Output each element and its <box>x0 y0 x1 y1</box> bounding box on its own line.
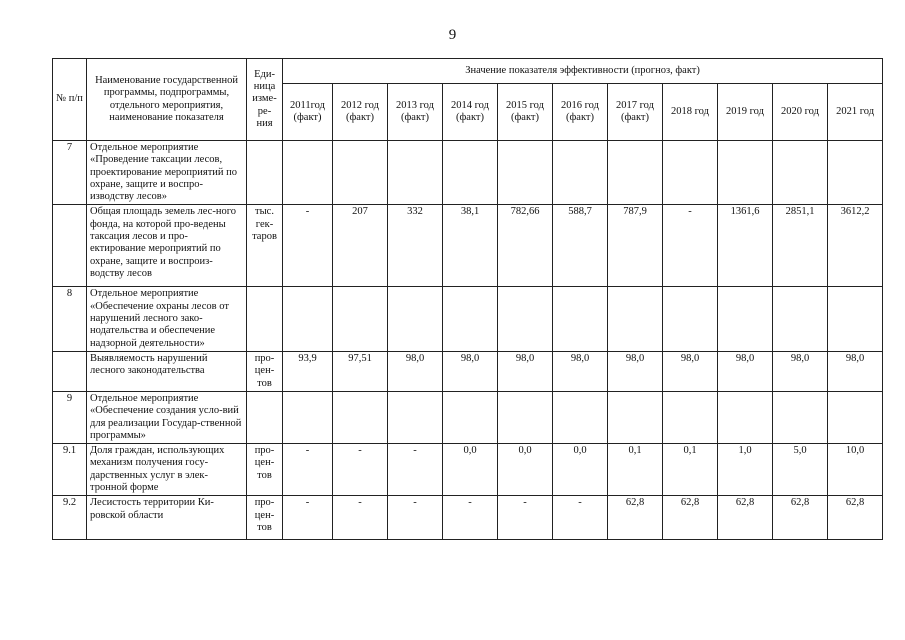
row-value <box>553 287 608 351</box>
table-row <box>53 496 883 540</box>
row-value: 93,9 <box>283 351 333 391</box>
header-year: 2014 год (факт) <box>443 84 498 141</box>
row-unit: про-цен-тов <box>247 444 283 496</box>
row-value <box>553 141 608 205</box>
row-value: - <box>283 444 333 496</box>
row-value: 0,0 <box>498 444 553 496</box>
row-value <box>718 391 773 443</box>
indicators-table <box>52 58 883 540</box>
row-value: 1361,6 <box>718 205 773 287</box>
row-number: 7 <box>53 141 87 205</box>
table-row <box>53 444 883 496</box>
row-value: - <box>333 444 388 496</box>
row-value: 98,0 <box>388 351 443 391</box>
header-year: 2015 год (факт) <box>498 84 553 141</box>
header-year: 2018 год <box>663 84 718 141</box>
row-number: 8 <box>53 287 87 351</box>
header-year: 2019 год <box>718 84 773 141</box>
row-value <box>283 391 333 443</box>
row-value <box>553 391 608 443</box>
row-value: 0,1 <box>663 444 718 496</box>
row-number: 9.1 <box>53 444 87 496</box>
row-value <box>773 141 828 205</box>
row-value: 0,0 <box>443 444 498 496</box>
row-value <box>283 287 333 351</box>
row-value <box>333 287 388 351</box>
row-value <box>388 287 443 351</box>
row-value: - <box>663 205 718 287</box>
row-value <box>388 141 443 205</box>
row-value: 0,1 <box>608 444 663 496</box>
row-value <box>663 287 718 351</box>
row-value: 62,8 <box>773 496 828 540</box>
row-value: 97,51 <box>333 351 388 391</box>
header-no: № п/п <box>53 59 87 141</box>
row-value: - <box>283 205 333 287</box>
row-name: Общая площадь земель лес-ного фонда, на которой про-ведены таксация лесов и про-ектирование мероприятий по охране, защите и воспроиз-водству лесов <box>87 205 247 287</box>
header-year: 2013 год (факт) <box>388 84 443 141</box>
row-value: 62,8 <box>718 496 773 540</box>
header-unit: Еди-ница изме-ре-ния <box>247 59 283 141</box>
row-value: 1,0 <box>718 444 773 496</box>
row-value <box>498 391 553 443</box>
row-value: - <box>333 496 388 540</box>
row-value: 62,8 <box>608 496 663 540</box>
table-row <box>53 141 883 205</box>
row-name: Отдельное мероприятие «Обеспечение охраны лесов от нарушений лесного зако-нодательства и обеспечение надзорной деятельности» <box>87 287 247 351</box>
row-value: 98,0 <box>718 351 773 391</box>
header-row <box>53 59 883 84</box>
table-row <box>53 205 883 287</box>
row-value <box>828 141 883 205</box>
row-value: 98,0 <box>828 351 883 391</box>
header-year: 2021 год <box>828 84 883 141</box>
row-value: - <box>443 496 498 540</box>
row-value: 98,0 <box>498 351 553 391</box>
row-value: - <box>283 496 333 540</box>
row-number: 9 <box>53 391 87 443</box>
row-value: - <box>498 496 553 540</box>
row-name: Отдельное мероприятие «Обеспечение создания усло-вий для реализации Государ-ственной программы» <box>87 391 247 443</box>
row-value: 0,0 <box>553 444 608 496</box>
row-value: 98,0 <box>443 351 498 391</box>
row-unit <box>247 391 283 443</box>
row-value: 62,8 <box>663 496 718 540</box>
header-year: 2012 год (факт) <box>333 84 388 141</box>
table-row <box>53 351 883 391</box>
row-unit: про-цен-тов <box>247 496 283 540</box>
row-number <box>53 205 87 287</box>
row-value: - <box>388 496 443 540</box>
header-value: Значение показателя эффективности (прогноз, факт) <box>283 59 883 84</box>
row-value <box>718 141 773 205</box>
row-value <box>773 287 828 351</box>
row-number: 9.2 <box>53 496 87 540</box>
row-value <box>283 141 333 205</box>
row-value: 98,0 <box>663 351 718 391</box>
row-value: 2851,1 <box>773 205 828 287</box>
row-value <box>828 391 883 443</box>
row-value <box>498 141 553 205</box>
row-name: Доля граждан, использующих механизм получения госу-дарственных услуг в элек-тронной форме <box>87 444 247 496</box>
row-value <box>333 141 388 205</box>
header-year: 2020 год <box>773 84 828 141</box>
row-value: 98,0 <box>773 351 828 391</box>
header-name: Наименование государственной программы, подпрограммы, отдельного мероприятия, наименование показателя <box>87 59 247 141</box>
row-value <box>663 141 718 205</box>
row-value <box>443 391 498 443</box>
row-value: - <box>553 496 608 540</box>
header-year: 2017 год (факт) <box>608 84 663 141</box>
row-value <box>498 287 553 351</box>
row-value <box>773 391 828 443</box>
header-year: 2016 год (факт) <box>553 84 608 141</box>
row-value: 62,8 <box>828 496 883 540</box>
row-value <box>828 287 883 351</box>
row-unit <box>247 287 283 351</box>
table-row <box>53 287 883 351</box>
row-value: 782,66 <box>498 205 553 287</box>
table-row <box>53 391 883 443</box>
row-value: 588,7 <box>553 205 608 287</box>
row-value <box>608 141 663 205</box>
row-number <box>53 351 87 391</box>
row-name: Выявляемость нарушений лесного законодательства <box>87 351 247 391</box>
row-name: Отдельное мероприятие «Проведение таксации лесов, проектирование мероприятий по охране, защите и воспро-изводству лесов» <box>87 141 247 205</box>
row-value: 10,0 <box>828 444 883 496</box>
row-value <box>443 287 498 351</box>
row-name: Лесистость территории Ки-ровской области <box>87 496 247 540</box>
row-value <box>718 287 773 351</box>
row-value: - <box>388 444 443 496</box>
page-number: 9 <box>448 27 457 43</box>
row-value: 787,9 <box>608 205 663 287</box>
row-unit: тыс. гек-таров <box>247 205 283 287</box>
row-value: 98,0 <box>553 351 608 391</box>
row-unit: про-цен-тов <box>247 351 283 391</box>
row-value: 38,1 <box>443 205 498 287</box>
row-unit <box>247 141 283 205</box>
row-value <box>663 391 718 443</box>
row-value: 207 <box>333 205 388 287</box>
row-value <box>388 391 443 443</box>
row-value <box>443 141 498 205</box>
row-value <box>608 391 663 443</box>
row-value: 332 <box>388 205 443 287</box>
row-value: 5,0 <box>773 444 828 496</box>
header-year: 2011год (факт) <box>283 84 333 141</box>
row-value <box>333 391 388 443</box>
row-value <box>608 287 663 351</box>
row-value: 98,0 <box>608 351 663 391</box>
row-value: 3612,2 <box>828 205 883 287</box>
